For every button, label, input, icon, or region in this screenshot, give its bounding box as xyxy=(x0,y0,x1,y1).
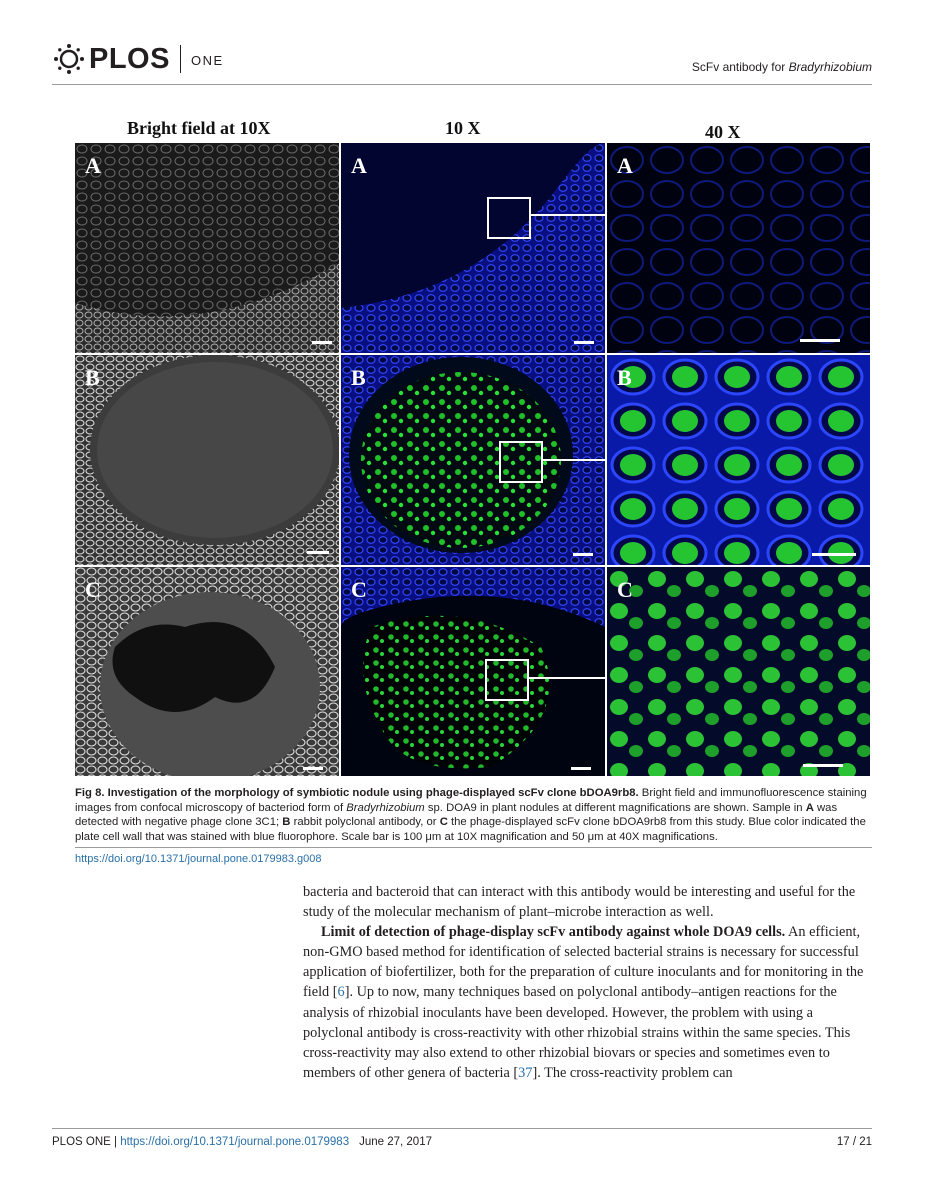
panel-label-b: B xyxy=(617,365,632,390)
citation-link[interactable]: 6 xyxy=(337,984,345,1001)
panel-a-bright-field xyxy=(75,143,339,353)
zoom-arrow-icon xyxy=(541,452,605,468)
scale-bar xyxy=(812,553,856,556)
page-header xyxy=(52,38,872,82)
scale-bar xyxy=(307,551,329,554)
panel-a-40x xyxy=(607,143,870,353)
logo-subtext: ONE xyxy=(190,52,224,68)
body-text xyxy=(303,882,869,1083)
column-title-40x: 40 X xyxy=(705,122,741,142)
header-rule xyxy=(52,84,872,85)
scale-bar xyxy=(303,767,323,770)
scale-bar xyxy=(800,339,840,342)
scale-bar xyxy=(574,341,594,344)
footer-date: June 27, 2017 xyxy=(359,1136,432,1148)
panel-c-40x xyxy=(607,567,870,776)
panel-b-bright-field xyxy=(75,355,339,565)
figure-caption-title: Fig 8. Investigation of the morphology of symbiotic nodule using phage-displayed scFv clone bDOA9rb8. xyxy=(75,787,639,799)
page-footer xyxy=(52,1136,872,1148)
panel-label-a: A xyxy=(85,153,101,178)
zoom-region-box xyxy=(499,441,543,483)
scale-bar xyxy=(312,341,332,344)
paragraph: Limit of detection of phage-display scFv antibody against whole DOA9 cells. An efficient, non-GMO based method for identification of selected bacterial strains is necessary for successful application of biofertilizer, both for the preparation of culture inoculants and for monitoring in the field [6]. Up to now, many techniques based on polyclonal antibody–antigen reactions for the analysis of rhizobial inoculants have been developed. However, the problem with using a polyclonal antibody is cross-reactivity with other rhizobial strains within the same species. This cross-reactivity may also extend to other rhizobial biovars or species and sometimes even to members of other genera of bacteria [37]. The cross-reactivity problem can xyxy=(303,924,864,1081)
panel-label-b: B xyxy=(351,365,366,390)
footer-journal: PLOS ONE | xyxy=(52,1136,121,1148)
logo-text: PLOS xyxy=(89,42,170,75)
zoom-region-box xyxy=(487,197,531,239)
panel-c-bright-field xyxy=(75,567,339,776)
panel-label-a: A xyxy=(351,153,367,178)
plos-one-logo[interactable] xyxy=(52,42,224,76)
figure-caption: Fig 8. Investigation of the morphology of symbiotic nodule using phage-displayed scFv clone bDOA9rb8. Bright field and immunofluorescence staining images from confocal microscopy of bacteriod form of Bradyrhizobium sp. DOA9 in plant nodules at different magnifications are shown. Sample in A was detected with negative phage clone 3C1; B rabbit polyclonal antibody, or C the phage-displayed scFv clone bDOA9rb8 from this study. Blue color indicated the plate cell wall that was stained with blue fluorophore. Scale bar is 100 μm at 10X magnification and 50 μm at 40X magnifications. xyxy=(75,787,867,843)
panel-label-c: C xyxy=(617,577,633,602)
zoom-arrow-icon xyxy=(529,207,605,223)
column-title-10x: 10 X xyxy=(445,118,481,138)
scale-bar xyxy=(803,764,843,767)
page-number: 17 / 21 xyxy=(836,1136,872,1148)
zoom-region-box xyxy=(485,659,529,701)
plos-sun-icon xyxy=(52,42,86,76)
panel-label-b: B xyxy=(85,365,100,390)
column-title-bright-field: Bright field at 10X xyxy=(127,118,271,138)
panel-label-c: C xyxy=(351,577,367,602)
logo-divider xyxy=(180,45,181,73)
scale-bar xyxy=(571,767,591,770)
figure-doi-link[interactable]: https://doi.org/10.1371/journal.pone.0179983.g008 xyxy=(75,853,322,865)
caption-rule xyxy=(75,847,872,848)
footer-doi-link[interactable]: https://doi.org/10.1371/journal.pone.0179983 xyxy=(120,1136,350,1148)
panel-c-10x xyxy=(341,567,605,776)
zoom-arrow-icon xyxy=(527,670,605,686)
figure-8 xyxy=(75,118,870,776)
paragraph: bacteria and bacteroid that can interact with this antibody would be interesting and useful for the study of the molecular mechanism of plant–microbe interaction as well. xyxy=(303,884,856,921)
footer-rule xyxy=(52,1128,872,1129)
citation-link[interactable]: 37 xyxy=(518,1064,533,1081)
section-heading: Limit of detection of phage-display scFv antibody against whole DOA9 cells. xyxy=(321,924,786,941)
running-title: ScFv antibody for Bradyrhizobium xyxy=(691,60,872,74)
panel-b-40x xyxy=(607,355,870,565)
panel-a-10x xyxy=(341,143,605,353)
panel-label-a: A xyxy=(617,153,633,178)
scale-bar xyxy=(573,553,593,556)
panel-label-c: C xyxy=(85,577,101,602)
panel-b-10x xyxy=(341,355,605,565)
